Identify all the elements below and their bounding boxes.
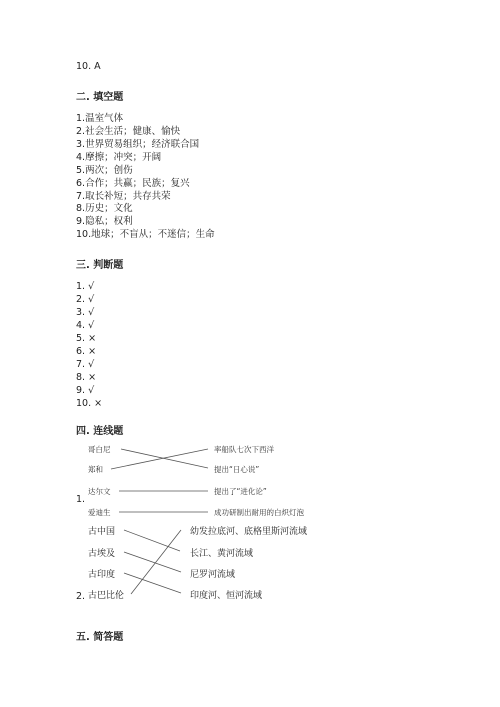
judge-item: 10. ×: [76, 398, 103, 409]
judge-item: 7. √: [76, 359, 95, 370]
judge-item: 4. √: [76, 320, 95, 331]
q2-connector-india-indus: [124, 573, 181, 593]
q2-right-yangtze-yellow: 长江、黄河流域: [190, 549, 254, 559]
fill-heading: 二. 填空题: [76, 92, 124, 103]
q2-left-egypt: 古埃及: [88, 549, 116, 559]
q2-left-babylon: 古巴比伦: [88, 591, 125, 601]
fill-item: 10.地球；不盲从；不迷信；生命: [76, 229, 215, 240]
q2-left-china: 古中国: [88, 527, 116, 537]
q1-connector-zhenghe-voyages: [111, 449, 208, 469]
q1-right-heliocentric: 提出“日心说”: [214, 465, 260, 474]
q2-left-india: 古印度: [88, 570, 116, 580]
judge-heading: 三. 判断题: [76, 260, 124, 271]
judge-item: 9. √: [76, 385, 95, 396]
q1-left-zhenghe: 郑和: [88, 465, 103, 474]
match-heading: 四. 连线题: [76, 426, 124, 437]
fill-item: 7.取长补短；共存共荣: [76, 191, 171, 202]
q1-left-copernicus: 哥白尼: [88, 445, 111, 454]
q2-right-indus-ganges: 印度河、恒河流域: [190, 591, 263, 601]
q1-left-edison: 爱迪生: [88, 508, 111, 517]
q2-connector-egypt-nile: [124, 552, 181, 572]
q1-right-evolution: 提出了“进化论”: [214, 487, 267, 496]
judge-item: 8. ×: [76, 372, 97, 383]
q1-right-voyages: 率船队七次下西洋: [214, 445, 274, 454]
fill-item: 2.社会生活；健康、愉快: [76, 126, 181, 137]
fill-item: 1.温室气体: [76, 113, 124, 124]
fill-item: 3.世界贸易组织；经济联合国: [76, 139, 200, 150]
judge-item: 2. √: [76, 294, 95, 305]
fill-item: 6.合作；共赢；民族；复兴: [76, 178, 190, 189]
fill-item: 8.历史；文化: [76, 203, 133, 214]
judge-item: 3. √: [76, 307, 95, 318]
q2-right-mesopotamia: 幼发拉底河、底格里斯河流域: [190, 527, 308, 537]
fill-item: 5.两次；创伤: [76, 165, 133, 176]
q1-left-darwin: 达尔文: [88, 487, 111, 496]
match-q1-number: 1.: [76, 494, 86, 505]
judge-item: 1. √: [76, 281, 95, 292]
fill-item: 9.隐私；权利: [76, 216, 133, 227]
q1-right-lightbulb: 成功研制出耐用的白炽灯泡: [214, 508, 304, 517]
judge-item: 6. ×: [76, 346, 97, 357]
q2-connector-china-yangtze: [124, 530, 180, 551]
fill-item: 4.摩擦；冲突；开阔: [76, 152, 162, 163]
match-q2-number: 2.: [76, 591, 86, 602]
top-answer: 10. A: [76, 61, 101, 72]
judge-item: 5. ×: [76, 333, 97, 344]
short-heading: 五. 简答题: [76, 632, 124, 643]
q2-right-nile: 尼罗河流域: [190, 570, 236, 580]
